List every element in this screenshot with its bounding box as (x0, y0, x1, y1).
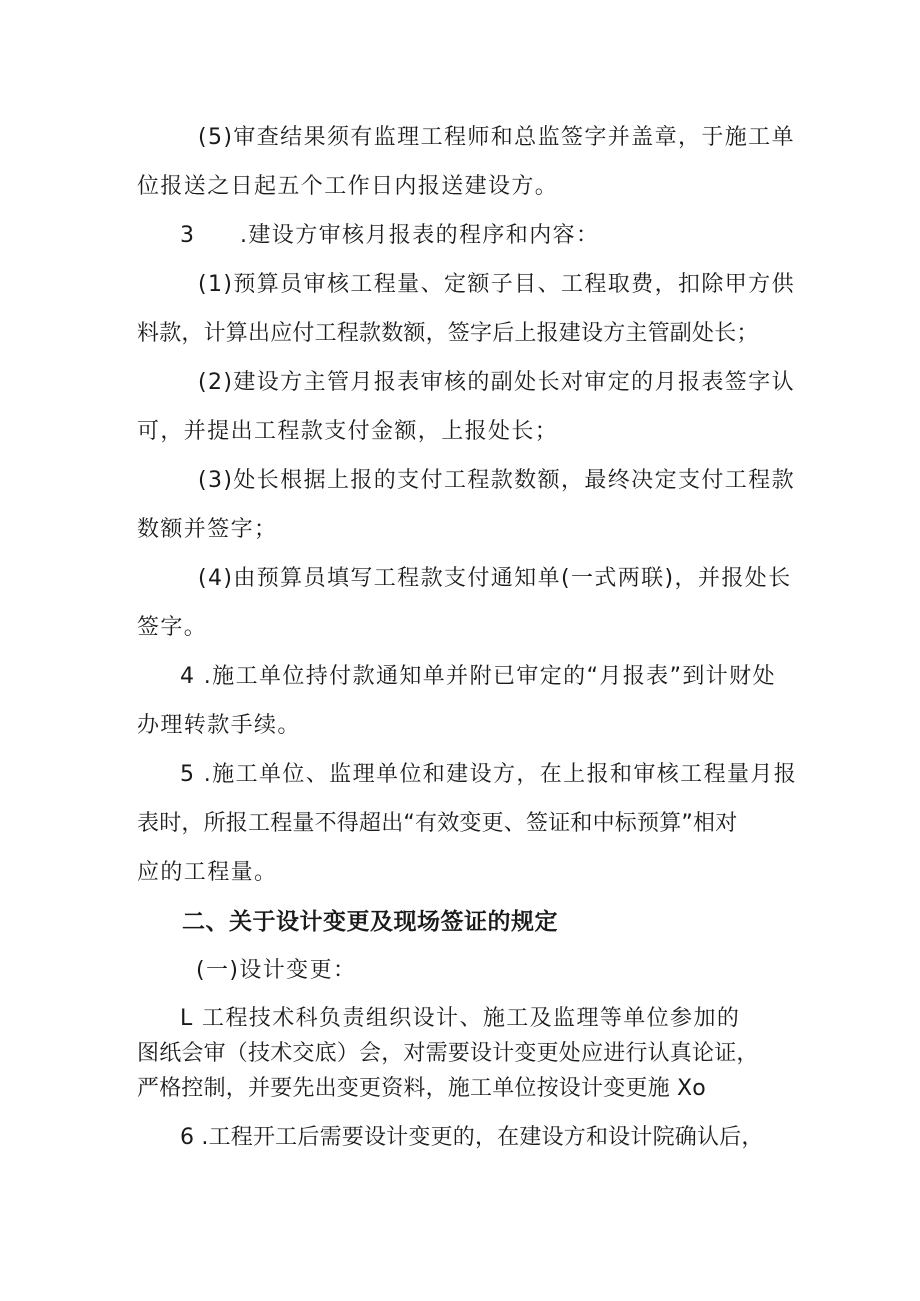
line-text: 签字。 (137, 615, 208, 640)
line-text: 数额并签字； (137, 517, 278, 542)
line-text: 位报送之日起五个工作日内报送建设方。 (137, 174, 559, 199)
line-text: 4 .施工单位持付款通知单并附已审定的“月报表”到计财处 (180, 664, 776, 689)
section-number: 3 (180, 223, 196, 248)
line-text: (2)建设方主管月报表审核的副处长对审定的月报表签字认 (198, 370, 795, 395)
line-text: 严格控制，并要先出变更资料，施工单位按设计变更施 Xo (137, 1076, 706, 1101)
heading-text: 二、关于设计变更及现场签证的规定 (182, 909, 558, 935)
line-text: 可，并提出工程款支付金额，上报处长； (137, 419, 559, 444)
line-text: .建设方审核月报表的程序和内容： (240, 223, 600, 248)
line-text: 应的工程量。 (137, 860, 278, 885)
line-text: (3)处长根据上报的支付工程款数额，最终决定支付工程款 (198, 468, 795, 493)
line-text: 6 .工程开工后需要设计变更的，在建设方和设计院确认后， (180, 1125, 764, 1150)
line-text: (4)由预算员填写工程款支付通知单(一式两联)，并报处长 (198, 566, 792, 591)
line-text: L 工程技术科负责组织设计、施工及监理等单位参加的 (180, 1006, 741, 1031)
line-text: 料款，计算出应付工程款数额，签字后上报建设方主管副处长； (137, 321, 759, 346)
line-text: 办理转款手续。 (137, 713, 301, 738)
line-text: (1)预算员审核工程量、定额子目、工程取费，扣除甲方供 (198, 272, 795, 297)
line-text: 表时，所报工程量不得超出“有效变更、签证和中标预算”相对 (137, 811, 738, 836)
line-text: 5 .施工单位、监理单位和建设方，在上报和审核工程量月报 (180, 762, 798, 787)
line-text: 图纸会审（技术交底）会，对需要设计变更处应进行认真论证， (137, 1041, 759, 1066)
line-text: (5)审查结果须有监理工程师和总监签字并盖章，于施工单 (198, 125, 795, 150)
line-text: (一)设计变更： (196, 958, 357, 983)
